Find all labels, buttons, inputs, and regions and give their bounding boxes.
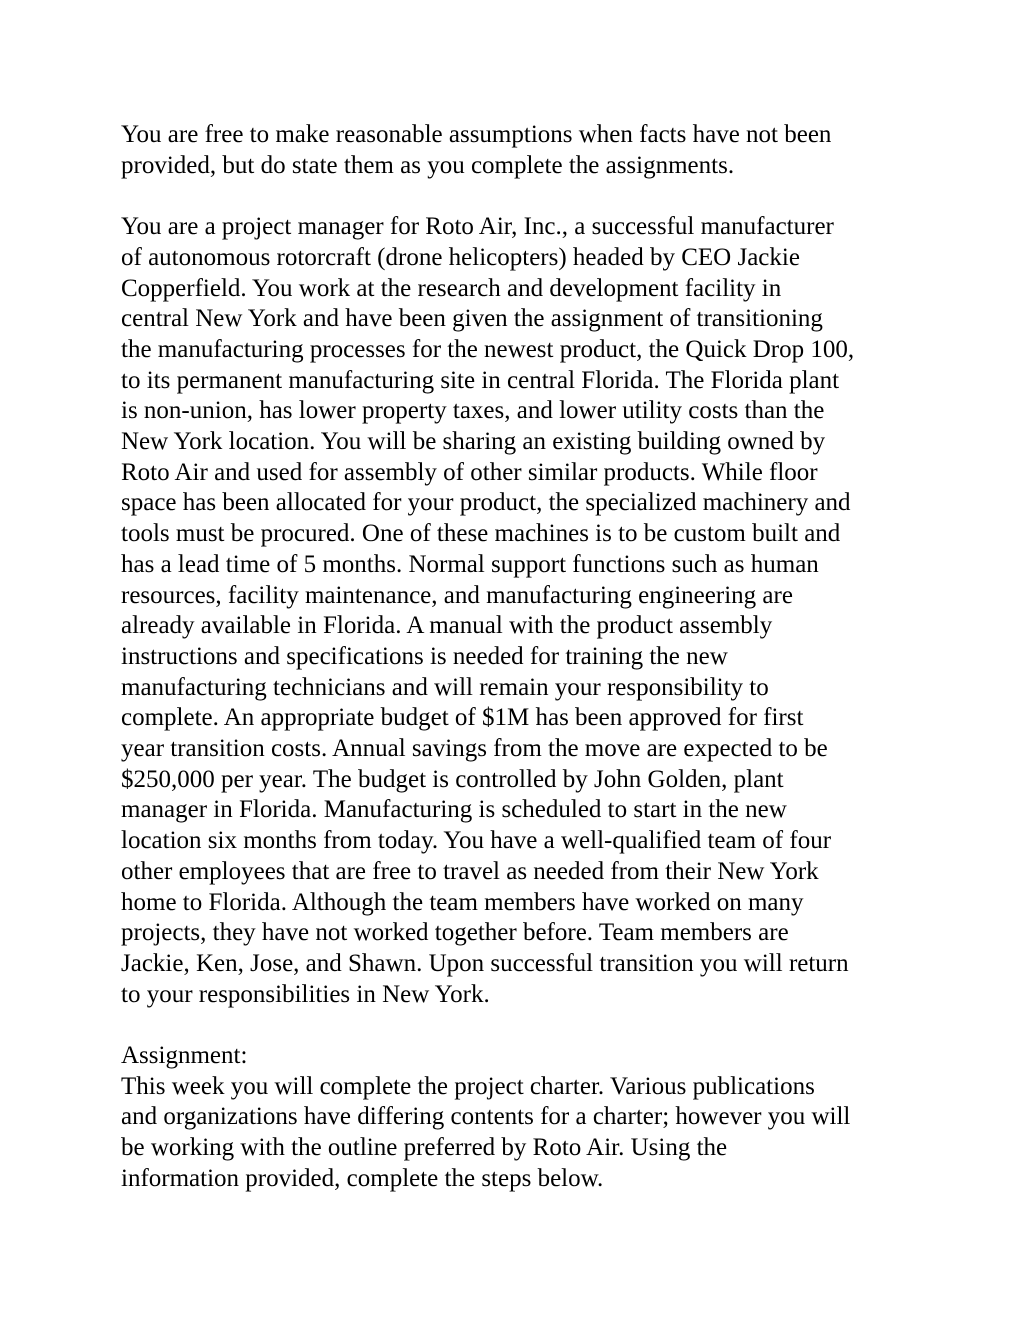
text-line: You are a project manager for Roto Air, Inc., a successful manufacturer (121, 213, 834, 241)
text-line: manufacturing technicians and will remain your responsibility to (121, 673, 769, 701)
text-line: New York location. You will be sharing an existing building owned by (121, 428, 826, 456)
text-line: has a lead time of 5 months. Normal support functions such as human (121, 550, 819, 578)
text-line: complete. An appropriate budget of $1M has been approved for first (121, 704, 804, 732)
text-line: be working with the outline preferred by Roto Air. Using the (121, 1134, 728, 1162)
text-line: information provided, complete the steps below. (121, 1164, 604, 1192)
text-line: Copperfield. You work at the research and development facility in (121, 274, 782, 302)
text-line: year transition costs. Annual savings from the move are expected to be (121, 735, 828, 763)
text-line: You are free to make reasonable assumptions when facts have not been (121, 121, 832, 148)
text-line: home to Florida. Although the team members have worked on many (121, 888, 804, 916)
text-line: provided, but do state them as you complete the assignments. (121, 151, 735, 179)
text-line: Jackie, Ken, Jose, and Shawn. Upon successful transition you will return (121, 949, 849, 977)
text-line: resources, facility maintenance, and manufacturing engineering are (121, 581, 793, 609)
assignment-heading: Assignment: (121, 1042, 248, 1070)
text-line: tools must be procured. One of these machines is to be custom built and (121, 520, 841, 548)
text-line: manager in Florida. Manufacturing is scheduled to start in the new (121, 796, 787, 824)
text-line: space has been allocated for your product, the specialized machinery and (121, 489, 851, 517)
text-line: the manufacturing processes for the newest product, the Quick Drop 100, (121, 335, 855, 363)
text-line: to its permanent manufacturing site in central Florida. The Florida plant (121, 366, 840, 394)
scenario-paragraph (121, 212, 921, 1010)
text-line: already available in Florida. A manual with the product assembly (121, 612, 773, 640)
text-line: and organizations have differing contents for a charter; however you will (121, 1103, 851, 1131)
text-line: other employees that are free to travel as needed from their New York (121, 857, 819, 885)
text-line: central New York and have been given the assignment of transitioning (121, 305, 823, 333)
text-line: $250,000 per year. The budget is controlled by John Golden, plant (121, 765, 784, 793)
document-page (121, 120, 921, 1195)
text-line: to your responsibilities in New York. (121, 980, 490, 1008)
paragraph-spacer (121, 181, 921, 212)
text-line: projects, they have not worked together before. Team members are (121, 919, 789, 947)
paragraph-spacer (121, 1010, 921, 1041)
text-line: is non-union, has lower property taxes, and lower utility costs than the (121, 397, 825, 425)
text-line: of autonomous rotorcraft (drone helicopters) headed by CEO Jackie (121, 243, 800, 271)
text-line: instructions and specifications is needed for training the new (121, 642, 728, 670)
text-line: This week you will complete the project charter. Various publications (121, 1072, 815, 1100)
text-line: location six months from today. You have a well-qualified team of four (121, 827, 832, 855)
assumptions-paragraph (121, 120, 921, 181)
text-line: Roto Air and used for assembly of other similar products. While floor (121, 458, 818, 486)
assignment-paragraph (121, 1041, 921, 1195)
